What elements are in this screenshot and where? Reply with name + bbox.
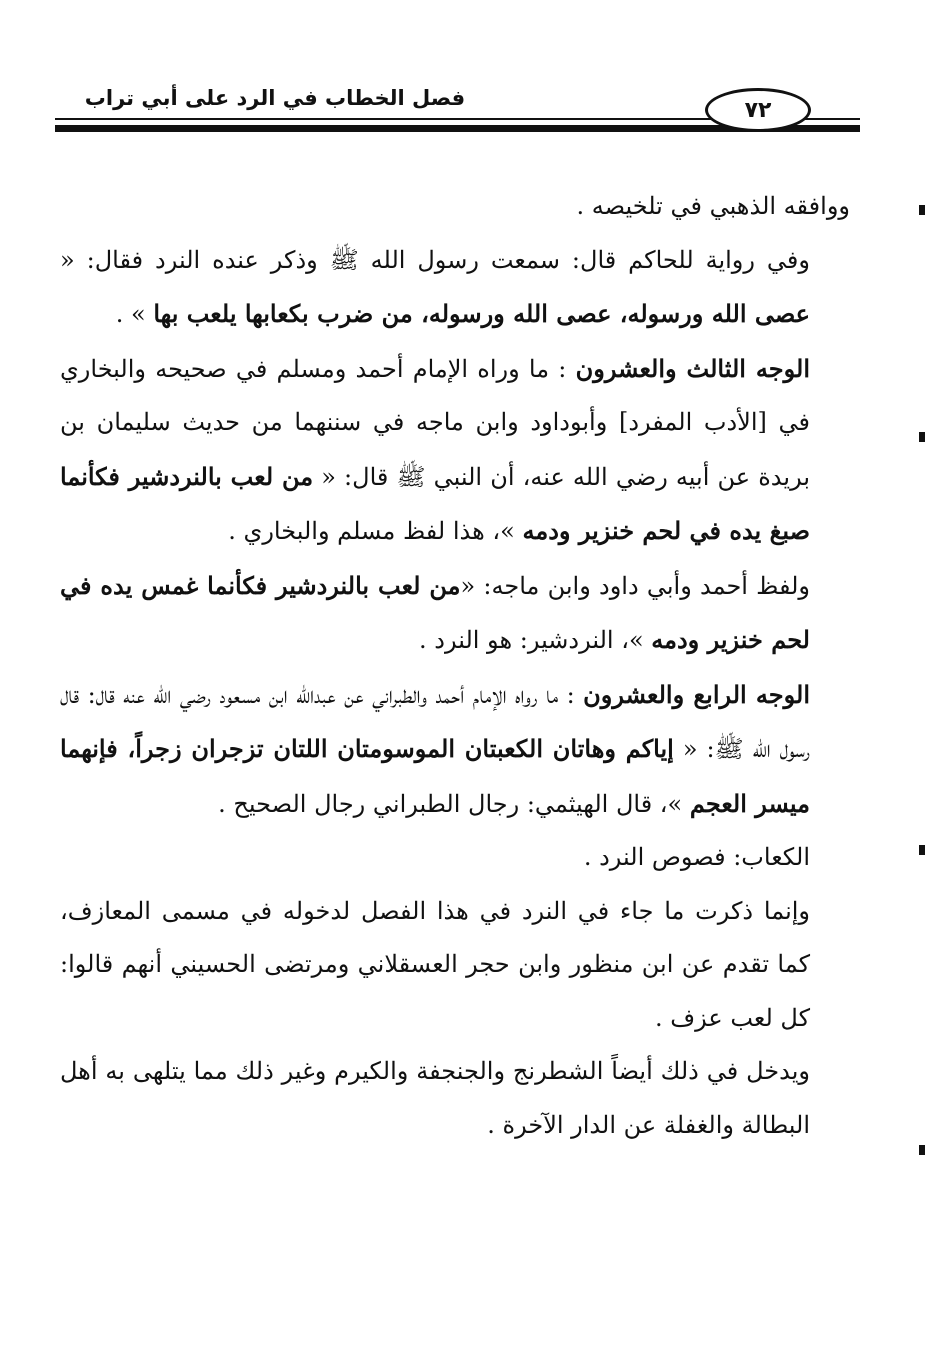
margin-mark — [919, 432, 925, 442]
bold-quote: الوجه الثالث والعشرون — [575, 353, 810, 383]
text-run: وإنما ذكرت ما جاء في النرد في هذا الفصل لدخوله في مسمى المعازف، كما تقدم عن ابن منظور وابن حجر العسقلاني ومرتضى الحسيني أنهم قالوا: كل لعب عزف . — [60, 896, 810, 1032]
text-run: »، قال الهيثمي: رجال الطبراني رجال الصحيح . — [218, 789, 690, 818]
paragraph — [60, 559, 850, 668]
text-run: »، هذا لفظ مسلم والبخاري . — [228, 517, 523, 545]
text-run: ووافقه الذهبي في تلخيصه . — [576, 192, 850, 220]
paragraph — [60, 342, 850, 559]
margin-mark — [919, 205, 925, 215]
bold-quote: من لعب بالنردشير فكأنما غمس يده في لحم خنزير ودمه — [60, 570, 810, 654]
paragraph — [60, 668, 850, 832]
paragraph — [60, 885, 850, 1046]
bold-quote: الوجه الرابع والعشرون — [583, 679, 810, 709]
bold-quote: من لعب بالنردشير فكأنما صبغ يده في لحم خنزير ودمه — [60, 461, 810, 545]
text-run: ويدخل في ذلك أيضاً الشطرنج والجنجفة والكيرم وغير ذلك مما يتلهى به أهل البطالة والغفلة عن الدار الآخرة . — [60, 1057, 810, 1139]
text-run: »، النردشير: هو النرد . — [419, 626, 652, 654]
running-title: فصل الخطاب في الرد على أبي تراب — [84, 86, 466, 110]
page-number-badge — [705, 88, 811, 132]
paragraph — [60, 180, 850, 234]
text-run: : ما وراه الإمام أحمد ومسلم في صحيحه والبخاري في [الأدب المفرد] وأبوداود وابن ماجه في سننهما من حديث سليمان بن بريدة عن أبيه رضي الله عنه، أن النبي ﷺ قال: « — [60, 354, 811, 491]
text-run: الكعاب: فصوص النرد . — [583, 843, 810, 871]
page-number: ٧٢ — [744, 97, 772, 123]
bold-quote: عصى الله ورسوله، عصى الله ورسوله، من ضرب بكعابها يلعب بها — [153, 299, 810, 328]
margin-mark — [919, 1145, 925, 1155]
text-run: » . — [115, 300, 154, 328]
page-body — [60, 180, 850, 1152]
bold-quote: إياكم وهاتان الكعبتان الموسومتان اللتان تزجران زجراً، فإنهما ميسر العجم — [60, 734, 810, 818]
page-header — [55, 70, 860, 140]
text-run: وفي رواية للحاكم قال: سمعت رسول الله ﷺ وذكر عنده النرد فقال: « — [60, 245, 810, 274]
paragraph — [60, 831, 850, 885]
paragraph — [60, 234, 850, 342]
margin-mark — [919, 845, 925, 855]
text-run: ولفظ أحمد وأبي داود وابن ماجه: « — [460, 571, 811, 600]
text-run: : ما رواه الإمام أحمد والطبراني عن عبدالله ابن مسعود رضي الله عنه قال: قال رسول الله ﷺ: « — [60, 680, 810, 763]
paragraph — [60, 1045, 850, 1152]
